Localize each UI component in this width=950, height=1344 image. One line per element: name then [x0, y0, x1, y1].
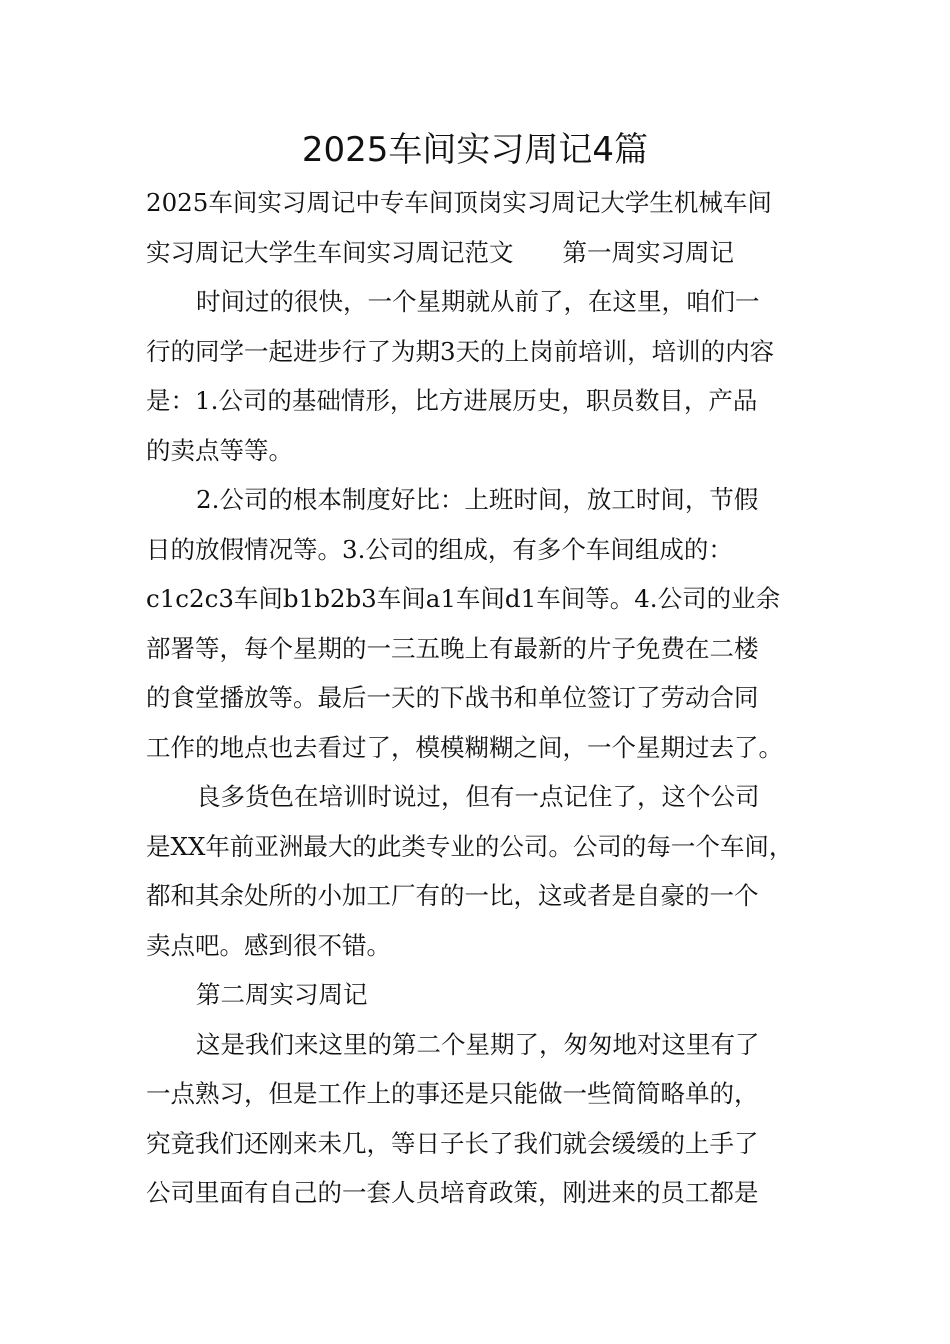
text-line: 良多货色在培训时说过，但有一点记住了，这个公司: [196, 782, 760, 811]
text-line: 究竟我们还刚来未几，等日子长了我们就会缓缓的上手了: [146, 1128, 759, 1158]
text-line: 部署等，每个星期的一三五晚上有最新的片子免费在二楼: [146, 633, 759, 663]
text-line: 的食堂播放等。最后一天的下战书和单位签订了劳动合同: [146, 683, 759, 712]
text-line: 时间过的很快，一个星期就从前了，在这里，咱们一: [196, 287, 760, 316]
text-line: 行的同学一起进步行了为期3天的上岗前培训，培训的内容: [146, 336, 775, 366]
document-title: 2025车间实习周记4篇: [301, 130, 649, 170]
text-line: 是XX年前亚洲最大的此类专业的公司。公司的每一个车间，: [146, 831, 794, 861]
text-line: 公司里面有自己的一套人员培育政策，刚进来的员工都是: [146, 1178, 759, 1207]
text-line: 日的放假情况等。3.公司的组成，有多个车间组成的：: [146, 534, 733, 564]
text-line: 工作的地点也去看过了，模模糊糊之间，一个星期过去了。: [146, 732, 783, 762]
text-line: 2025车间实习周记中专车间顶岗实习周记大学生机械车间: [146, 188, 772, 217]
text-line: 是：1.公司的基础情形，比方进展历史，职员数目，产品: [146, 386, 758, 415]
text-line: 的卖点等等。: [146, 435, 293, 465]
text-line: 第二周实习周记: [196, 980, 368, 1009]
document-body: [146, 178, 816, 1218]
text-line: 实习周记大学生车间实习周记范文 第一周实习周记: [146, 237, 734, 267]
text-line: 卖点吧。感到很不错。: [146, 930, 391, 960]
text-line: 一点熟习，但是工作上的事还是只能做一些简简略单的，: [146, 1079, 759, 1108]
text-line: 2.公司的根本制度好比：上班时间，放工时间，节假: [196, 485, 759, 514]
text-line: 这是我们来这里的第二个星期了，匆匆地对这里有了: [196, 1029, 760, 1059]
text-line: 都和其余处所的小加工厂有的一比，这或者是自豪的一个: [146, 881, 759, 910]
text-line: c1c2c3车间b1b2b3车间a1车间d1车间等。4.公司的业余: [146, 584, 781, 613]
